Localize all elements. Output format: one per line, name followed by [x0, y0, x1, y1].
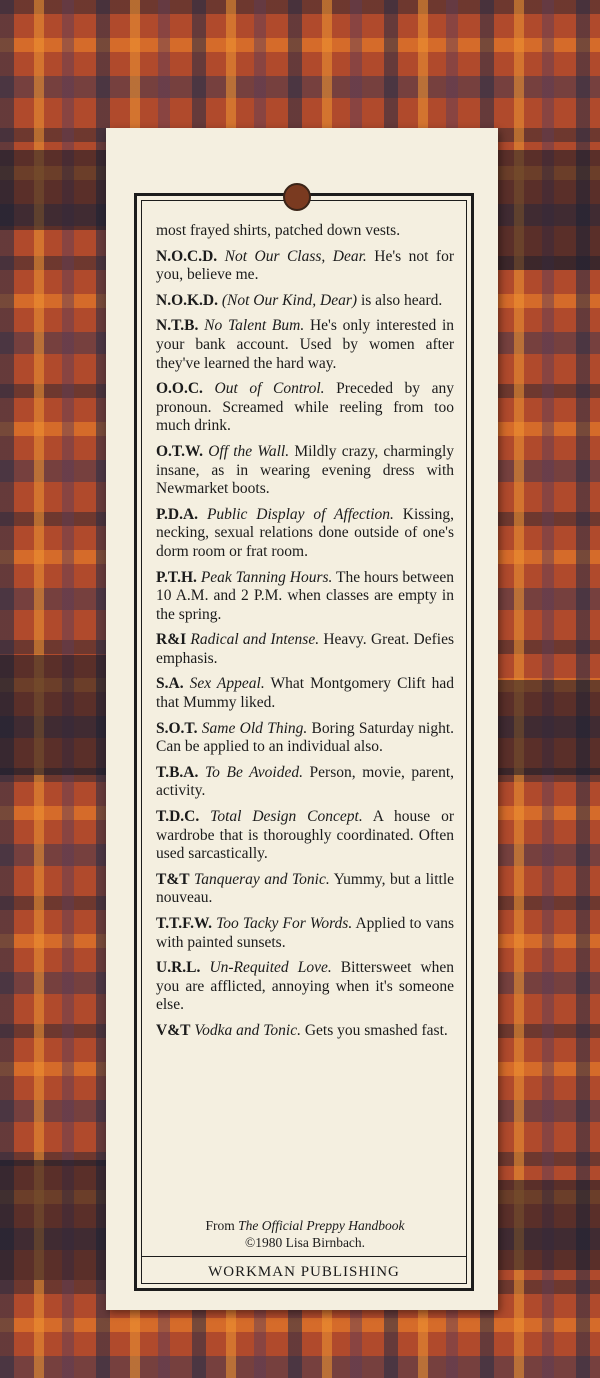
plaid-dark-band — [0, 150, 106, 230]
plaid-dark-band — [0, 1160, 106, 1280]
intro-text: most frayed shirts, patched down vests. — [156, 222, 401, 239]
entry-definition: Mildly crazy, charmingly insane, as in wearing evening dress with Newmarket boots. — [156, 442, 455, 498]
entry-phrase: Too Tacky For Words. — [216, 915, 353, 932]
plaid-dark-band — [498, 150, 600, 270]
entry-abbreviation: U.R.L. — [156, 959, 201, 977]
entry-abbreviation: S.O.T. — [156, 719, 198, 737]
glossary-entry — [156, 720, 454, 757]
publisher-name: WORKMAN PUBLISHING — [208, 1264, 400, 1280]
entry-phrase: (Not Our Kind, Dear) — [221, 291, 358, 309]
glossary-text — [156, 222, 454, 1048]
entry-definition: He's not for you, believe me. — [156, 247, 455, 284]
glossary-entry — [156, 248, 454, 285]
glossary-entry — [156, 1022, 454, 1041]
entry-definition: Heavy. Great. Defies emphasis. — [156, 631, 454, 667]
entry-abbreviation: O.O.C. — [156, 380, 203, 398]
plaid-dark-band — [498, 680, 600, 775]
entry-definition: Kissing, necking, sexual relations done outside of one's dorm room or frat room. — [156, 505, 455, 560]
entry-abbreviation: P.T.H. — [156, 568, 197, 586]
entry-abbreviation: P.D.A. — [156, 505, 199, 523]
entry-abbreviation: S.A. — [156, 675, 184, 693]
glossary-entry — [156, 959, 454, 1015]
glossary-entry — [156, 569, 454, 625]
credit-prefix: From — [205, 1218, 235, 1233]
entry-phrase: To Be Avoided. — [204, 763, 303, 781]
entry-phrase: Out of Control. — [214, 380, 325, 398]
entry-abbreviation: N.T.B. — [156, 317, 199, 335]
entry-phrase: Vodka and Tonic. — [194, 1021, 301, 1039]
entry-phrase: No Talent Bum. — [204, 317, 305, 335]
plaid-dark-band — [498, 1180, 600, 1270]
glossary-entry — [156, 506, 454, 562]
glossary-entry — [156, 871, 454, 908]
entry-definition: What Montgomery Clift had that Mummy liked. — [156, 675, 454, 712]
glossary-entry — [156, 915, 454, 952]
credit-book-title: The Official Preppy Handbook — [238, 1218, 405, 1233]
entry-phrase: Radical and Intense. — [190, 631, 320, 649]
glossary-entry — [156, 631, 454, 668]
entry-definition: A house or wardrobe that is thoroughly coordinated. Often used sarcastically. — [156, 808, 454, 863]
entry-phrase: Public Display of Affection. — [206, 505, 394, 523]
entry-definition: Bittersweet when you are afflicted, annoying when it's someone else. — [156, 959, 455, 1014]
entry-abbreviation: T.T.F.W. — [156, 915, 212, 932]
entry-phrase: Tanqueray and Tonic. — [194, 870, 330, 888]
entry-abbreviation: O.T.W. — [156, 442, 203, 460]
entry-abbreviation: N.O.K.D. — [156, 291, 218, 309]
entry-abbreviation: V&T — [156, 1021, 191, 1039]
entry-phrase: Not Our Class, Dear. — [224, 247, 367, 265]
entry-definition: The hours between 10 A.M. and 2 P.M. when classes are empty in the spring. — [156, 568, 454, 623]
credit-line — [156, 1217, 454, 1234]
entry-definition: Applied to vans with painted sunsets. — [156, 915, 454, 951]
glossary-entry — [156, 764, 454, 801]
entry-definition: Yummy, but a little nouveau. — [156, 870, 455, 907]
credit-block — [156, 1217, 454, 1251]
entry-abbreviation: T&T — [156, 870, 190, 888]
publisher-divider — [141, 1256, 467, 1257]
entry-abbreviation: T.B.A. — [156, 763, 199, 781]
punch-hole — [283, 183, 311, 211]
entry-definition: is also heard. — [360, 291, 443, 309]
glossary-entry — [156, 443, 454, 499]
entry-abbreviation: N.O.C.D. — [156, 247, 218, 265]
glossary-entries — [156, 248, 454, 1041]
entry-phrase: Un-Requited Love. — [209, 959, 332, 977]
entry-definition: Gets you smashed fast. — [304, 1021, 448, 1039]
entry-phrase: Sex Appeal. — [189, 675, 265, 693]
entry-definition: Person, movie, parent, activity. — [156, 763, 455, 800]
glossary-entry — [156, 292, 454, 311]
glossary-entry — [156, 675, 454, 712]
entry-abbreviation: R&I — [156, 631, 187, 649]
entry-phrase: Peak Tanning Hours. — [200, 568, 333, 586]
credit-copyright: ©1980 Lisa Birnbach. — [244, 1235, 366, 1250]
glossary-entry — [156, 808, 454, 864]
entry-definition: Preceded by any pronoun. Screamed while reeling from too much drink. — [156, 380, 455, 435]
glossary-entry — [156, 317, 454, 373]
entry-phrase: Off the Wall. — [208, 442, 290, 460]
plaid-dark-band — [0, 655, 106, 775]
entry-definition: Boring Saturday night. Can be applied to an individual also. — [156, 719, 455, 756]
entry-definition: He's only interested in your bank account. Used by women after they've learned the hard way. — [156, 317, 455, 372]
glossary-entry — [156, 380, 454, 436]
entry-abbreviation: T.D.C. — [156, 808, 200, 826]
entry-phrase: Same Old Thing. — [201, 719, 308, 737]
entry-phrase: Total Design Concept. — [210, 808, 363, 826]
